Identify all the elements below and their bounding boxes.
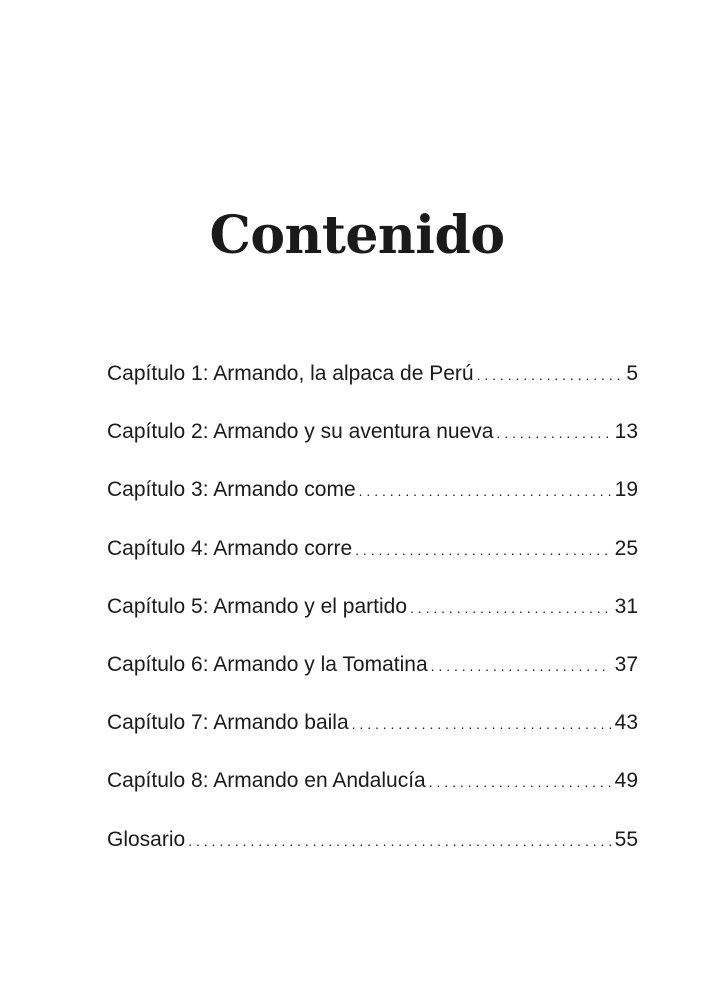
toc-entry-chapter-8 [107, 769, 638, 827]
toc-entry-label: Capítulo 5: Armando y el partido [107, 594, 408, 618]
toc-entry-page-number: 43 [614, 711, 638, 735]
toc-entry-page-number: 13 [614, 420, 638, 444]
toc-entry-glossary [107, 828, 638, 886]
toc-entry-label: Glosario [107, 827, 186, 851]
toc-entry-chapter-4 [107, 537, 638, 595]
toc-entry-chapter-6 [107, 653, 638, 711]
dot-leader [410, 600, 611, 616]
dot-leader [355, 542, 611, 558]
toc-entry-page-number: 25 [614, 536, 638, 560]
toc-entry-chapter-7 [107, 711, 638, 769]
toc-entry-label: Capítulo 2: Armando y su aventura nueva [107, 420, 494, 444]
dot-leader [496, 425, 610, 441]
dot-leader [429, 774, 611, 790]
toc-entry-label: Capítulo 7: Armando baila [107, 711, 349, 735]
toc-entry-chapter-1 [107, 362, 638, 420]
toc-entry-label: Capítulo 1: Armando, la alpaca de Perú [107, 362, 474, 385]
dot-leader [188, 833, 610, 849]
toc-entry-page-number: 31 [614, 594, 638, 618]
toc-entry-label: Capítulo 8: Armando en Andalucía [107, 769, 426, 793]
toc-entry-page-number: 5 [626, 362, 638, 385]
toc-entry-chapter-2 [107, 420, 638, 478]
toc-entry-label: Capítulo 4: Armando corre [107, 536, 353, 560]
dot-leader [477, 367, 623, 383]
dot-leader [359, 483, 611, 499]
toc-entry-label: Capítulo 6: Armando y la Tomatina [107, 652, 428, 676]
toc-entry-label: Capítulo 3: Armando come [107, 478, 356, 502]
toc-entry-chapter-3 [107, 478, 638, 536]
dot-leader [431, 658, 611, 674]
toc-entry-page-number: 37 [614, 652, 638, 676]
toc-entry-page-number: 55 [614, 827, 638, 851]
toc-entry-page-number: 49 [614, 769, 638, 793]
toc-entry-chapter-5 [107, 595, 638, 653]
toc-entry-page-number: 19 [614, 478, 638, 502]
page-title: Contenido [209, 205, 505, 266]
dot-leader [352, 716, 611, 732]
table-of-contents [107, 362, 638, 886]
